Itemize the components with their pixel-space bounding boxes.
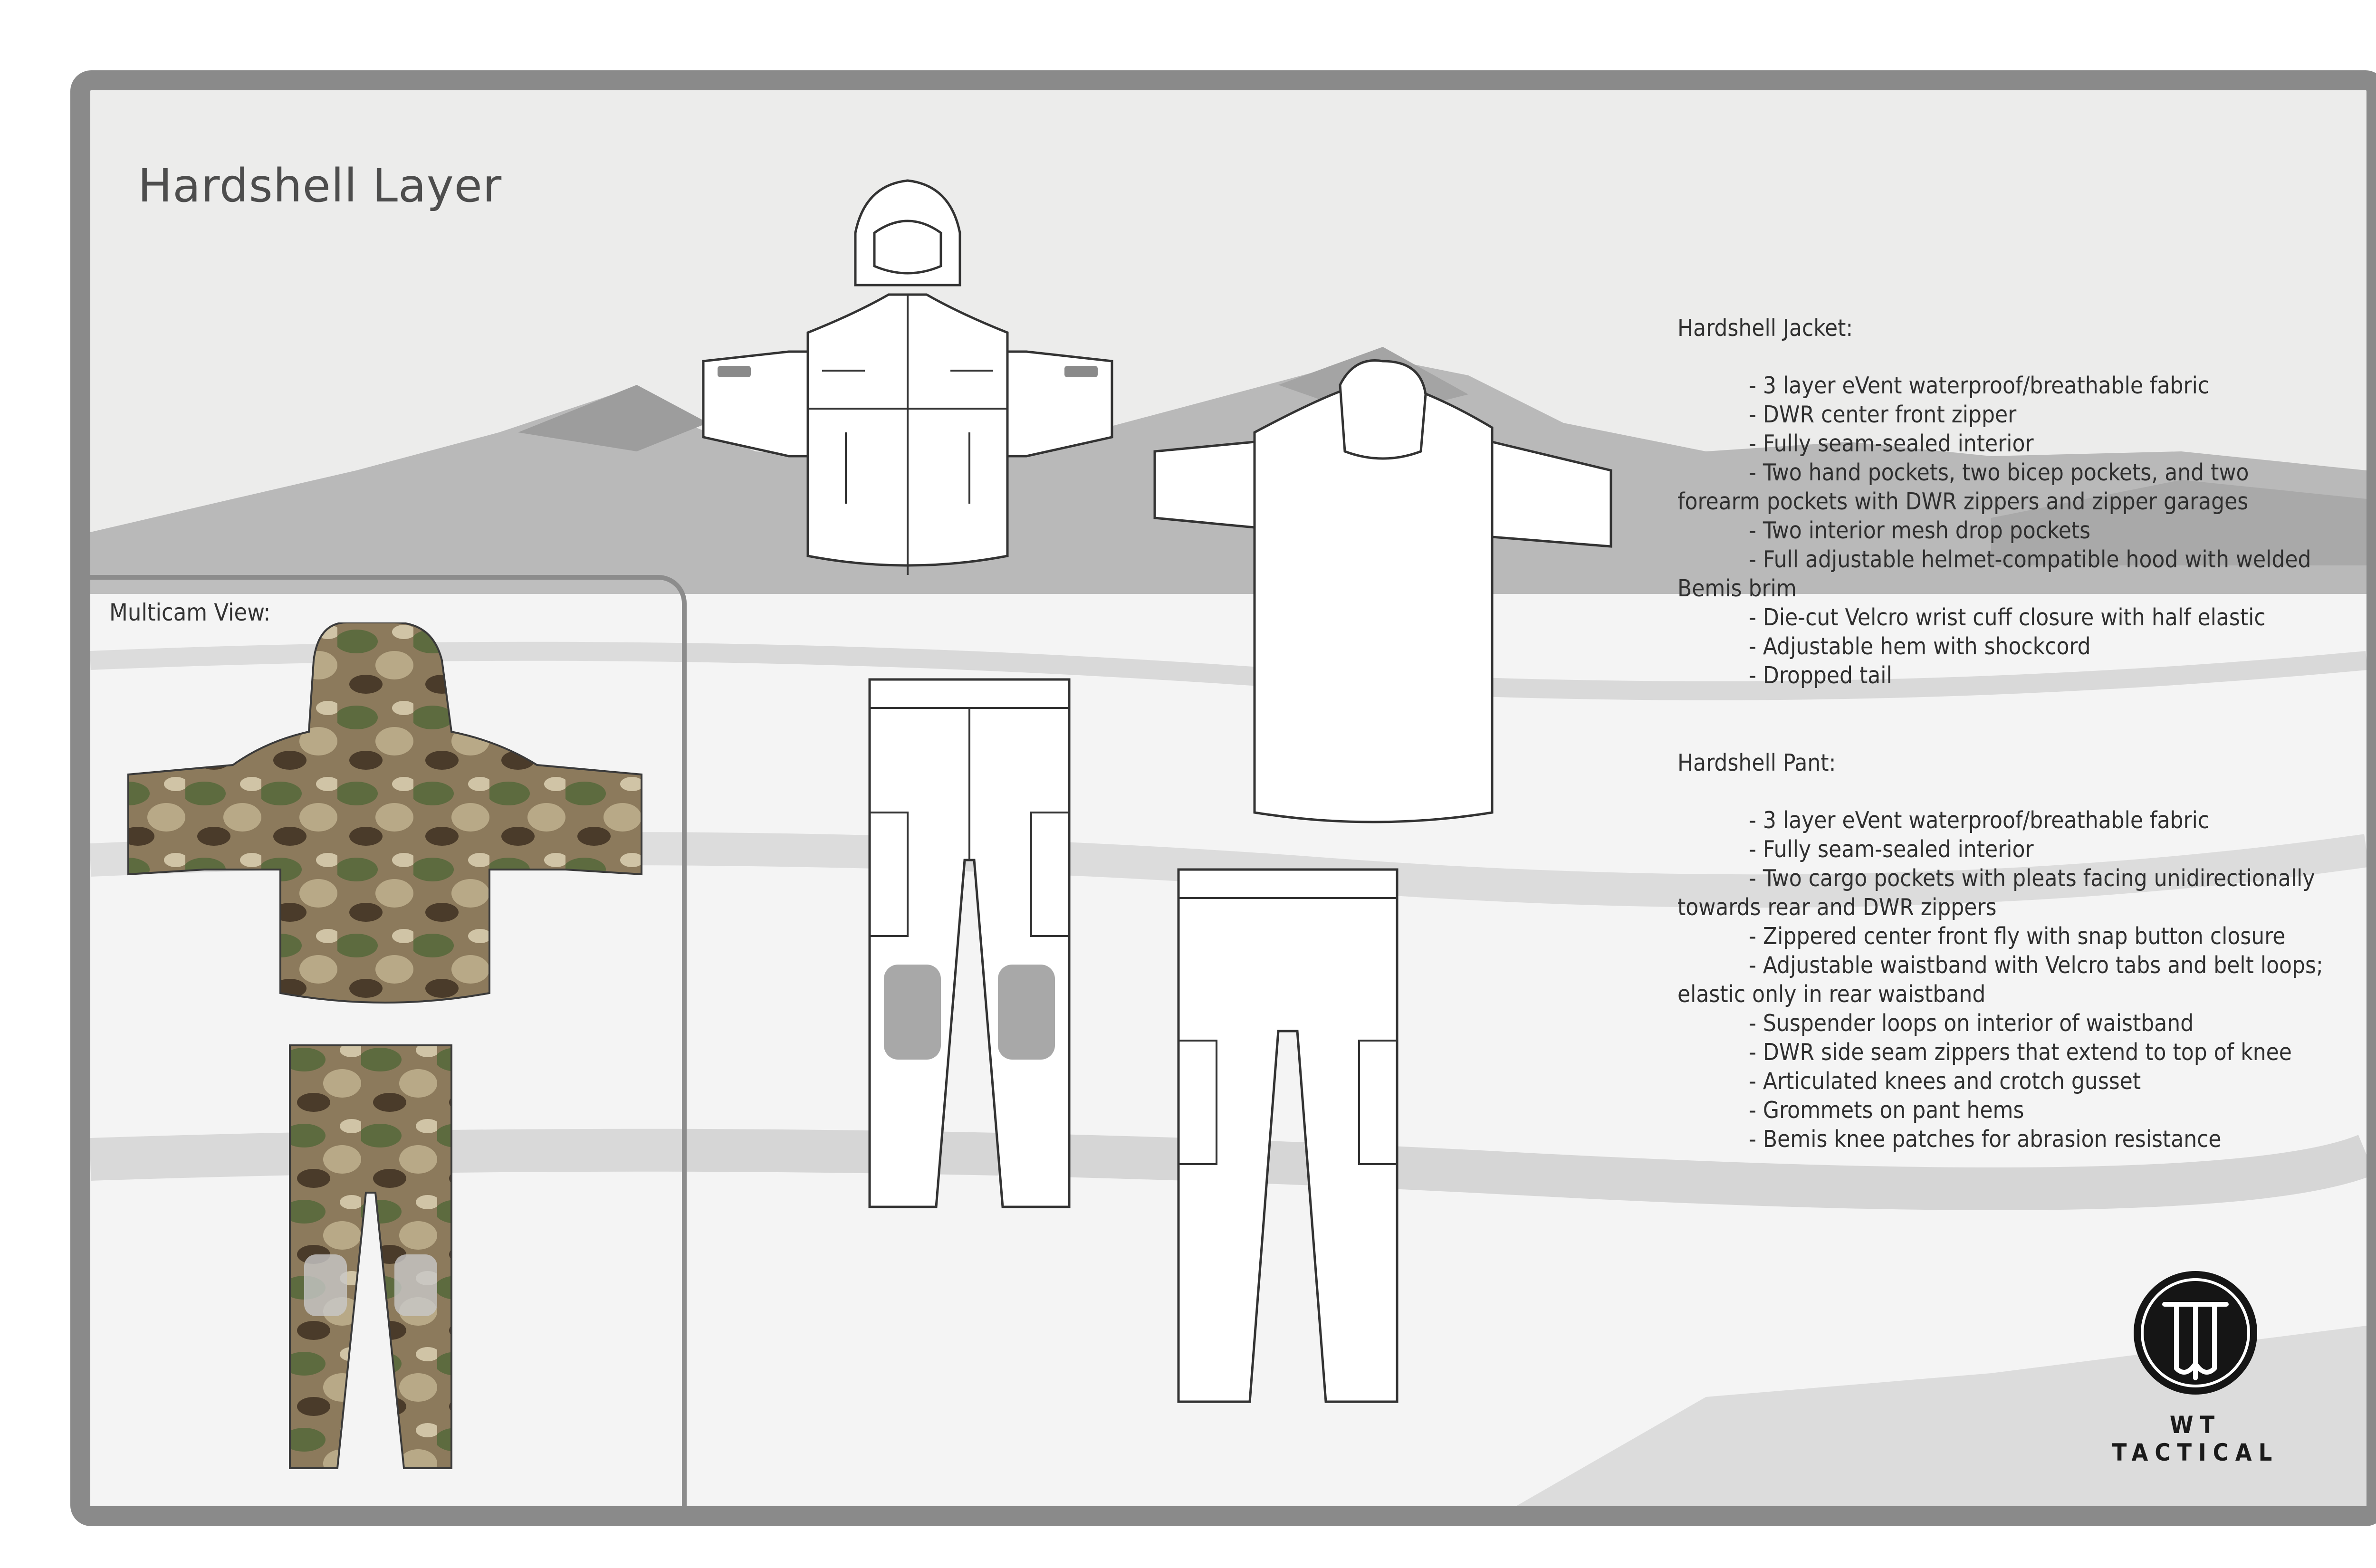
list-item: - Two interior mesh drop pockets — [1677, 516, 2333, 545]
list-item: - Full adjustable helmet-compatible hood with welded Bemis brim — [1677, 545, 2333, 603]
multicam-pant-drawing — [285, 1041, 456, 1473]
pant-feature-list — [1677, 806, 2333, 1154]
wt-tactical-logo — [2081, 1269, 2309, 1466]
pant-front-drawing — [860, 670, 1079, 1216]
list-item: - Adjustable hem with shockcord — [1677, 632, 2333, 661]
presentation-board — [70, 70, 2376, 1526]
multicam-view-panel — [86, 575, 687, 1526]
list-item: - Two cargo pockets with pleats facing unidirectionally towards rear and DWR zippers — [1677, 864, 2333, 922]
list-item: - Suspender loops on interior of waistband — [1677, 1009, 2333, 1038]
pant-spec-heading: Hardshell Pant: — [1677, 749, 1836, 776]
list-item: - Two hand pockets, two bicep pockets, and two forearm pockets with DWR zippers and zipper garages — [1677, 458, 2333, 516]
list-item: - Articulated knees and crotch gusset — [1677, 1067, 2333, 1096]
logo-wordmark: WT TACTICAL — [2112, 1411, 2279, 1466]
list-item: - Grommets on pant hems — [1677, 1096, 2333, 1125]
list-item: - Dropped tail — [1677, 661, 2333, 690]
list-item: - Fully seam-sealed interior — [1677, 835, 2333, 864]
list-item: - DWR center front zipper — [1677, 400, 2333, 429]
list-item: - 3 layer eVent waterproof/breathable fabric — [1677, 806, 2333, 835]
jacket-spec-heading: Hardshell Jacket: — [1677, 315, 1853, 342]
pant-spec-block — [1677, 748, 2333, 1154]
pant-back-drawing — [1169, 860, 1407, 1411]
list-item: - Zippered center front fly with snap button closure — [1677, 922, 2333, 951]
list-item: - Die-cut Velcro wrist cuff closure with half elastic — [1677, 603, 2333, 632]
jacket-feature-list — [1677, 371, 2333, 690]
list-item: - 3 layer eVent waterproof/breathable fabric — [1677, 371, 2333, 400]
list-item: - Adjustable waistband with Velcro tabs and belt loops; elastic only in rear waistband — [1677, 951, 2333, 1009]
multicam-jacket-drawing — [109, 622, 661, 1012]
wt-tactical-logo-icon — [2131, 1269, 2260, 1397]
jacket-spec-block — [1677, 314, 2333, 690]
jacket-back-drawing — [1136, 356, 1706, 879]
page-title: Hardshell Layer — [138, 159, 502, 212]
list-item: - Bemis knee patches for abrasion resistance — [1677, 1125, 2333, 1154]
list-item: - Fully seam-sealed interior — [1677, 429, 2333, 458]
multicam-view-label: Multicam View: — [109, 599, 271, 626]
list-item: - DWR side seam zippers that extend to top of knee — [1677, 1038, 2333, 1067]
